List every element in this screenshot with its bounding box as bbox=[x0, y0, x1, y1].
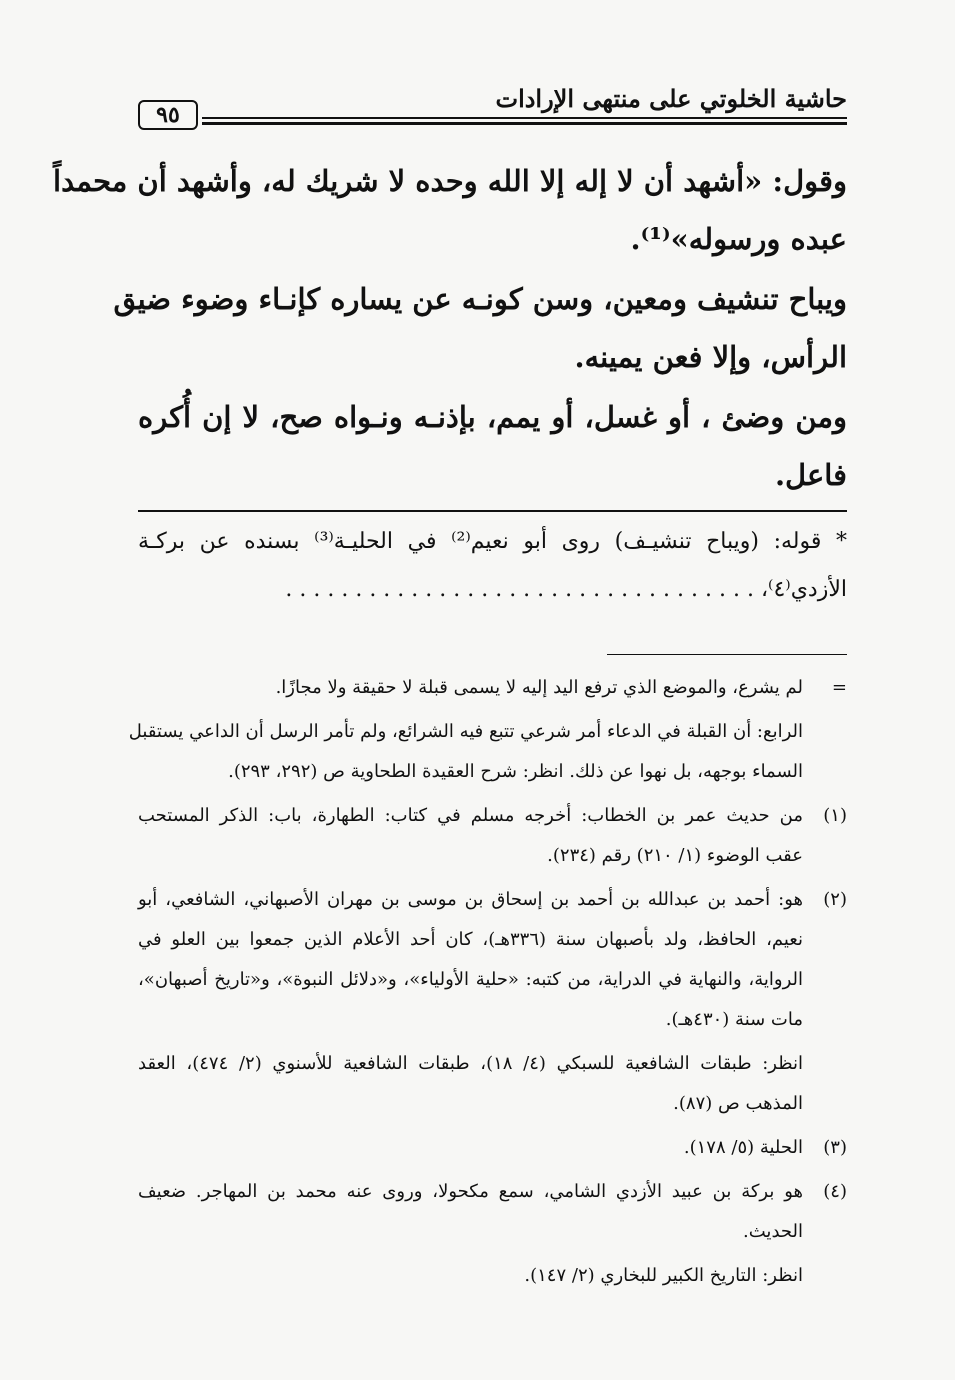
sharh-line: * قوله: (ويباح تنشيـف) روى أبو نعيم⁽²⁾ في الحليـة⁽³⁾ بسنده عن بركـة bbox=[138, 529, 847, 554]
footnote-line: نعيم، الحافظ، ولد بأصبهان سنة (٣٣٦هـ)، كان أحد الأعلام الذين جمعوا بين العلو في bbox=[138, 929, 803, 950]
footnote bbox=[138, 880, 847, 1040]
footnote bbox=[138, 668, 847, 708]
matn-line: عبده ورسوله»⁽¹⁾. bbox=[630, 222, 847, 256]
footnote-line: عقب الوضوء (١/ ٢١٠) رقم (٢٣٤). bbox=[547, 845, 803, 866]
matn-paragraph-3 bbox=[138, 388, 847, 504]
footnotes-section bbox=[128, 668, 847, 1300]
footnote-marker bbox=[807, 1044, 847, 1084]
matn-paragraph-2 bbox=[113, 270, 847, 386]
page-number: ٩٥ bbox=[138, 100, 198, 130]
footnote-line: هو بركة بن عبيد الأزدي الشامي، سمع مكحولا، وروى عنه محمد بن المهاجر. ضعيف bbox=[138, 1181, 803, 1202]
matn-paragraph-1 bbox=[53, 152, 847, 268]
footnote bbox=[138, 1128, 847, 1168]
footnote bbox=[138, 1256, 847, 1296]
footnote-marker: (١) bbox=[823, 805, 847, 826]
matn-line: ومن وضئ ، أو غسل، أو يمم، بإذنـه ونـواه صح، لا إن أُكره bbox=[138, 400, 847, 434]
footnote-marker: (٤) bbox=[823, 1181, 847, 1202]
sharh-line-text: الأزدي⁽٤⁾، bbox=[760, 577, 847, 602]
running-header-title: حاشية الخلوتي على منتهى الإرادات bbox=[495, 84, 847, 113]
header-rule bbox=[202, 117, 847, 119]
matn-sharh-divider bbox=[138, 510, 847, 512]
footnote bbox=[138, 1044, 847, 1124]
footnote-line: هو: أحمد بن عبدالله بن أحمد بن إسحاق بن موسى بن مهران الأصبهاني، الشافعي، أبو bbox=[138, 889, 803, 910]
matn-line: وقول: «أشهد أن لا إله إلا الله وحده لا شريك له، وأشهد أن محمداً bbox=[53, 164, 847, 198]
footnote-line: لم يشرع، والموضع الذي ترفع اليد إليه لا يسمى قبلة لا حقيقة ولا مجازًا. bbox=[275, 677, 803, 698]
sharh-line-2 bbox=[138, 566, 847, 614]
footnote bbox=[138, 796, 847, 876]
footnote bbox=[128, 712, 847, 792]
footnote-line: الرابع: أن القبلة في الدعاء أمر شرعي تتبع فيه الشرائع، ولم تأمر الرسل أن الداعي يستقبل bbox=[128, 721, 803, 742]
footnote-marker: (٣) bbox=[823, 1137, 847, 1158]
footnote-marker bbox=[807, 1256, 847, 1296]
matn-line: فاعل. bbox=[774, 458, 847, 492]
footnote-marker: = bbox=[831, 677, 847, 698]
sharh-commentary bbox=[138, 518, 847, 614]
header-rule-thick bbox=[202, 122, 847, 125]
footnote-line: مات سنة (٤٣٠هـ). bbox=[665, 1009, 803, 1030]
footnote-line: انظر: التاريخ الكبير للبخاري (٢/ ١٤٧). bbox=[524, 1265, 803, 1286]
footnote-line: المذهب ص (٨٧). bbox=[673, 1093, 803, 1114]
footnote-line: انظر: طبقات الشافعية للسبكي (٤/ ١٨)، طبقات الشافعية للأسنوي (٢/ ٤٧٤)، العقد bbox=[138, 1053, 804, 1074]
footnote-marker bbox=[807, 712, 847, 752]
footnote-line: الرواية، والنهاية في الدراية، من كتبه: «حلية الأولياء»، و«دلائل النبوة»، و«تاريخ أصبهان»، bbox=[138, 969, 803, 990]
footnote-line: من حديث عمر بن الخطاب: أخرجه مسلم في كتاب: الطهارة، باب: الذكر المستحب bbox=[138, 805, 803, 826]
footnote-divider bbox=[607, 654, 847, 655]
footnote bbox=[138, 1172, 847, 1252]
ellipsis-dots: . . . . . . . . . . . . . . . . . . . . . . . . . . . . . . . . . . bbox=[285, 577, 754, 602]
footnote-line: الحديث. bbox=[743, 1221, 803, 1242]
footnote-marker: (٢) bbox=[823, 889, 847, 910]
matn-line: الرأس، وإلا فعن يمينه. bbox=[574, 340, 847, 374]
matn-line: ويباح تنشيف ومعين، وسن كونـه عن يساره كإنـاء وضوء ضيق bbox=[113, 282, 847, 316]
footnote-line: السماء بوجهه، بل نهوا عن ذلك. انظر: شرح العقيدة الطحاوية ص (٢٩٢، ٢٩٣). bbox=[228, 761, 803, 782]
footnote-line: الحلية (٥/ ١٧٨). bbox=[683, 1137, 803, 1158]
